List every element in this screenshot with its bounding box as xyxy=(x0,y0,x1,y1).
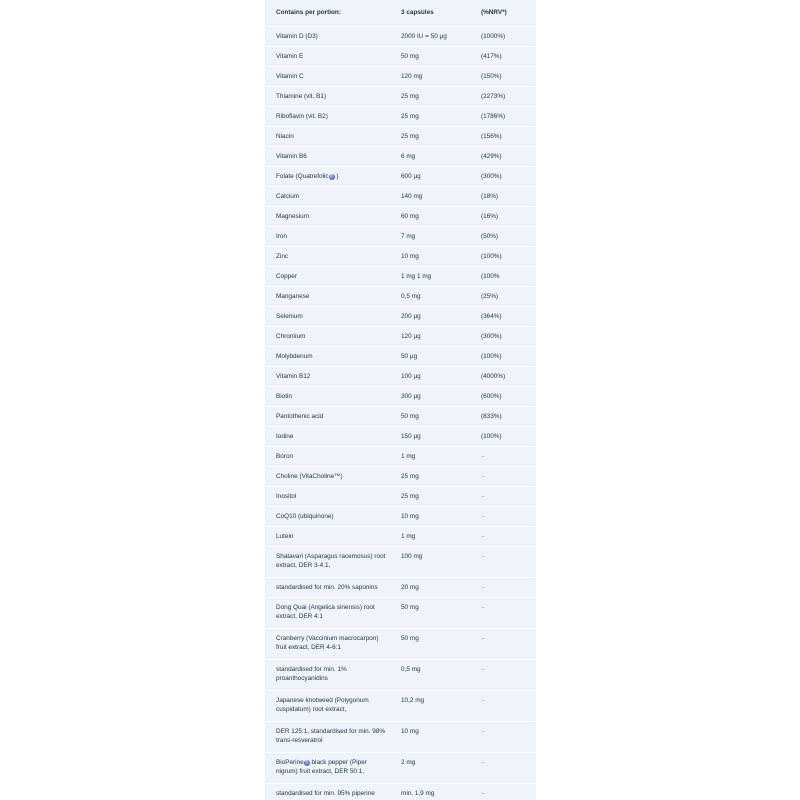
ingredient-label: Manganese xyxy=(276,293,310,300)
ingredient-name xyxy=(265,598,393,629)
ingredient-amount: 50 µg xyxy=(393,347,477,367)
ingredient-label: Iron xyxy=(276,233,288,240)
table-row xyxy=(265,127,536,147)
ingredient-name xyxy=(265,527,393,547)
ingredient-name xyxy=(265,487,393,507)
table-row xyxy=(265,87,536,107)
table-row xyxy=(265,507,536,527)
table-row xyxy=(265,367,536,387)
ingredient-amount: 100 µg xyxy=(393,367,477,387)
table-row xyxy=(265,547,536,578)
ingredient-nrv: – xyxy=(477,660,536,691)
ingredient-amount: 10,2 mg xyxy=(393,691,477,722)
ingredient-name xyxy=(265,327,393,347)
ingredient-name xyxy=(265,47,393,67)
ingredient-amount: 25 mg xyxy=(393,487,477,507)
ingredient-nrv: – xyxy=(477,578,536,598)
table-row xyxy=(265,147,536,167)
ingredient-label: Vitamin D (D3) xyxy=(276,33,318,40)
ingredient-nrv: (300%) xyxy=(477,327,536,347)
ingredient-nrv: – xyxy=(477,467,536,487)
ingredient-nrv: (833%) xyxy=(477,407,536,427)
table-row xyxy=(265,307,536,327)
ingredient-label: Lutein xyxy=(276,533,294,540)
ingredient-name xyxy=(265,722,393,753)
ingredient-amount: min. 1,9 mg xyxy=(393,784,477,800)
ingredient-name xyxy=(265,287,393,307)
table-row xyxy=(265,107,536,127)
ingredient-label: Dong Quai (Angelica sinensis) root extract, DER 4:1 xyxy=(276,604,375,620)
ingredient-nrv: – xyxy=(477,507,536,527)
ingredient-name xyxy=(265,207,393,227)
ingredient-name xyxy=(265,347,393,367)
ingredient-amount: 7 mg xyxy=(393,227,477,247)
ingredient-label: Biotin xyxy=(276,393,292,400)
ingredient-nrv: (150%) xyxy=(477,67,536,87)
ingredient-name xyxy=(265,27,393,47)
ingredient-label: Cranberry (Vaccinium macrocarpon) fruit extract, DER 4-6:1 xyxy=(276,635,379,651)
table-row xyxy=(265,67,536,87)
table-row xyxy=(265,227,536,247)
ingredient-label: Boron xyxy=(276,453,294,460)
ingredient-nrv: – xyxy=(477,722,536,753)
ingredient-name xyxy=(265,578,393,598)
table-row xyxy=(265,47,536,67)
ingredient-label: BioPerine xyxy=(276,759,304,766)
ingredient-label: Choline (VitaCholine™) xyxy=(276,473,343,480)
ingredient-nrv: (25%) xyxy=(477,287,536,307)
ingredient-nrv: (364%) xyxy=(477,307,536,327)
ingredient-name xyxy=(265,407,393,427)
table-row xyxy=(265,207,536,227)
ingredient-nrv: (100% xyxy=(477,267,536,287)
registered-mark-icon: ® xyxy=(304,760,309,766)
ingredient-amount: 25 mg xyxy=(393,107,477,127)
ingredient-nrv: – xyxy=(477,691,536,722)
ingredient-label: Riboflavin (vit. B2) xyxy=(276,113,328,120)
ingredient-label: Thiamine (vit. B1) xyxy=(276,93,327,100)
ingredient-nrv: (156%) xyxy=(477,127,536,147)
ingredient-nrv: (16%) xyxy=(477,207,536,227)
ingredient-nrv: (1000%) xyxy=(477,27,536,47)
ingredient-name xyxy=(265,507,393,527)
ingredient-amount: 10 mg xyxy=(393,247,477,267)
table-row xyxy=(265,427,536,447)
ingredient-label: standardised for min. 95% piperine xyxy=(276,790,375,797)
ingredient-amount: 50 mg xyxy=(393,47,477,67)
ingredient-amount: 1 mg xyxy=(393,447,477,467)
ingredient-nrv: (1786%) xyxy=(477,107,536,127)
ingredient-amount: 200 µg xyxy=(393,307,477,327)
ingredient-nrv: – xyxy=(477,598,536,629)
ingredient-nrv: (100%) xyxy=(477,247,536,267)
ingredient-nrv: (600%) xyxy=(477,387,536,407)
ingredient-name xyxy=(265,753,393,784)
ingredient-name xyxy=(265,127,393,147)
table-header-row xyxy=(265,0,536,27)
ingredient-label-suffix: ) xyxy=(334,173,339,180)
ingredient-amount: 10 mg xyxy=(393,507,477,527)
registered-mark-icon: ® xyxy=(329,174,334,180)
ingredient-name xyxy=(265,467,393,487)
ingredient-label: Pantothenic acid xyxy=(276,413,324,420)
ingredient-name xyxy=(265,147,393,167)
ingredient-label: standardised for min. 1% proanthocyanidins xyxy=(276,666,347,682)
ingredient-name xyxy=(265,307,393,327)
ingredient-nrv: (100%) xyxy=(477,427,536,447)
table-row xyxy=(265,467,536,487)
ingredient-amount: 1 mg 1 mg xyxy=(393,267,477,287)
ingredient-nrv: (417%) xyxy=(477,47,536,67)
ingredient-label: Copper xyxy=(276,273,297,280)
ingredient-label-suffix: black pepper (Piper nigrum) fruit extract, DER 50:1, xyxy=(276,759,367,775)
ingredient-name xyxy=(265,387,393,407)
ingredient-amount: 25 mg xyxy=(393,127,477,147)
table-row xyxy=(265,387,536,407)
ingredient-label: Molybdenum xyxy=(276,353,313,360)
ingredient-amount: 120 µg xyxy=(393,327,477,347)
ingredient-amount: 60 mg xyxy=(393,207,477,227)
table-row xyxy=(265,407,536,427)
ingredient-nrv: – xyxy=(477,784,536,800)
table-row xyxy=(265,660,536,691)
ingredient-label: Vitamin B6 xyxy=(276,153,307,160)
table-row xyxy=(265,629,536,660)
table-row xyxy=(265,598,536,629)
ingredient-label: Inositol xyxy=(276,493,297,500)
table-row xyxy=(265,487,536,507)
table-row xyxy=(265,784,536,800)
table-row xyxy=(265,247,536,267)
ingredient-amount: 2 mg xyxy=(393,753,477,784)
table-row xyxy=(265,722,536,753)
table-row xyxy=(265,327,536,347)
ingredient-label: Vitamin C xyxy=(276,73,304,80)
ingredient-nrv: (18%) xyxy=(477,187,536,207)
ingredient-nrv: (4000%) xyxy=(477,367,536,387)
ingredient-amount: 100 mg xyxy=(393,547,477,578)
ingredient-amount: 50 mg xyxy=(393,407,477,427)
table-row xyxy=(265,527,536,547)
ingredient-label: Calcium xyxy=(276,193,300,200)
ingredient-name xyxy=(265,660,393,691)
ingredient-amount: 10 mg xyxy=(393,722,477,753)
ingredient-label: Japanese knotweed (Polygonum cuspidatum) root extract, xyxy=(276,697,369,713)
ingredient-nrv: – xyxy=(477,527,536,547)
ingredient-label: Shatavari (Asparagus racemosus) root extract, DER 3-4:1, xyxy=(276,553,386,569)
ingredient-label: Iodine xyxy=(276,433,294,440)
ingredient-label: Selenium xyxy=(276,313,303,320)
nutrition-table-panel xyxy=(265,0,536,800)
ingredient-name xyxy=(265,247,393,267)
header-ingredient: Contains per portion: xyxy=(265,0,393,27)
ingredient-amount: 600 µg xyxy=(393,167,477,187)
ingredient-amount: 140 mg xyxy=(393,187,477,207)
ingredient-nrv: (2273%) xyxy=(477,87,536,107)
ingredient-nrv: (300%) xyxy=(477,167,536,187)
ingredient-nrv: (50%) xyxy=(477,227,536,247)
ingredient-amount: 150 µg xyxy=(393,427,477,447)
ingredient-name xyxy=(265,267,393,287)
ingredient-label: Folate (Quatrefolic xyxy=(276,173,329,180)
ingredient-label: Vitamin E xyxy=(276,53,304,60)
ingredient-label: Zinc xyxy=(276,253,289,260)
ingredient-amount: 300 µg xyxy=(393,387,477,407)
table-row xyxy=(265,267,536,287)
ingredient-name xyxy=(265,187,393,207)
ingredient-amount: 0,5 mg xyxy=(393,660,477,691)
table-row xyxy=(265,187,536,207)
table-row xyxy=(265,691,536,722)
ingredient-amount: 6 mg xyxy=(393,147,477,167)
ingredient-nrv: – xyxy=(477,753,536,784)
ingredient-label: Magnesium xyxy=(276,213,310,220)
ingredient-nrv: – xyxy=(477,547,536,578)
ingredient-amount: 50 mg xyxy=(393,629,477,660)
ingredient-name xyxy=(265,447,393,467)
ingredient-amount: 20 mg xyxy=(393,578,477,598)
ingredient-name xyxy=(265,87,393,107)
ingredient-name xyxy=(265,547,393,578)
table-row xyxy=(265,347,536,367)
ingredient-nrv: – xyxy=(477,629,536,660)
table-row xyxy=(265,447,536,467)
ingredient-name xyxy=(265,629,393,660)
ingredient-nrv: – xyxy=(477,487,536,507)
ingredient-amount: 50 mg xyxy=(393,598,477,629)
table-row xyxy=(265,753,536,784)
header-amount: 3 capsules xyxy=(393,0,477,27)
ingredient-name xyxy=(265,691,393,722)
header-nrv: (%NRV*) xyxy=(477,0,536,27)
ingredient-amount: 120 mg xyxy=(393,67,477,87)
ingredient-label: CoQ10 (ubiquinone) xyxy=(276,513,334,520)
ingredient-name xyxy=(265,427,393,447)
ingredient-name xyxy=(265,367,393,387)
ingredient-name xyxy=(265,227,393,247)
ingredient-label: Chromium xyxy=(276,333,306,340)
ingredient-amount: 1 mg xyxy=(393,527,477,547)
ingredient-nrv: (429%) xyxy=(477,147,536,167)
ingredient-amount: 25 mg xyxy=(393,87,477,107)
ingredient-nrv: (100%) xyxy=(477,347,536,367)
table-row xyxy=(265,578,536,598)
ingredient-name xyxy=(265,67,393,87)
table-row xyxy=(265,167,536,187)
ingredient-amount: 25 mg xyxy=(393,467,477,487)
ingredient-nrv: – xyxy=(477,447,536,467)
ingredient-label: Vitamin B12 xyxy=(276,373,311,380)
ingredient-amount: 0,5 mg xyxy=(393,287,477,307)
ingredient-label: Niacin xyxy=(276,133,294,140)
ingredient-name xyxy=(265,107,393,127)
ingredient-amount: 2000 IU = 50 µg xyxy=(393,27,477,47)
ingredient-label: standardised for min. 20% saponins xyxy=(276,584,378,591)
table-row xyxy=(265,27,536,47)
nutrition-table xyxy=(265,0,536,800)
table-row xyxy=(265,287,536,307)
ingredient-name xyxy=(265,167,393,187)
ingredient-label: DER 125:1, standardised for min. 98% trans-resveratrol xyxy=(276,728,386,744)
ingredient-name xyxy=(265,784,393,800)
